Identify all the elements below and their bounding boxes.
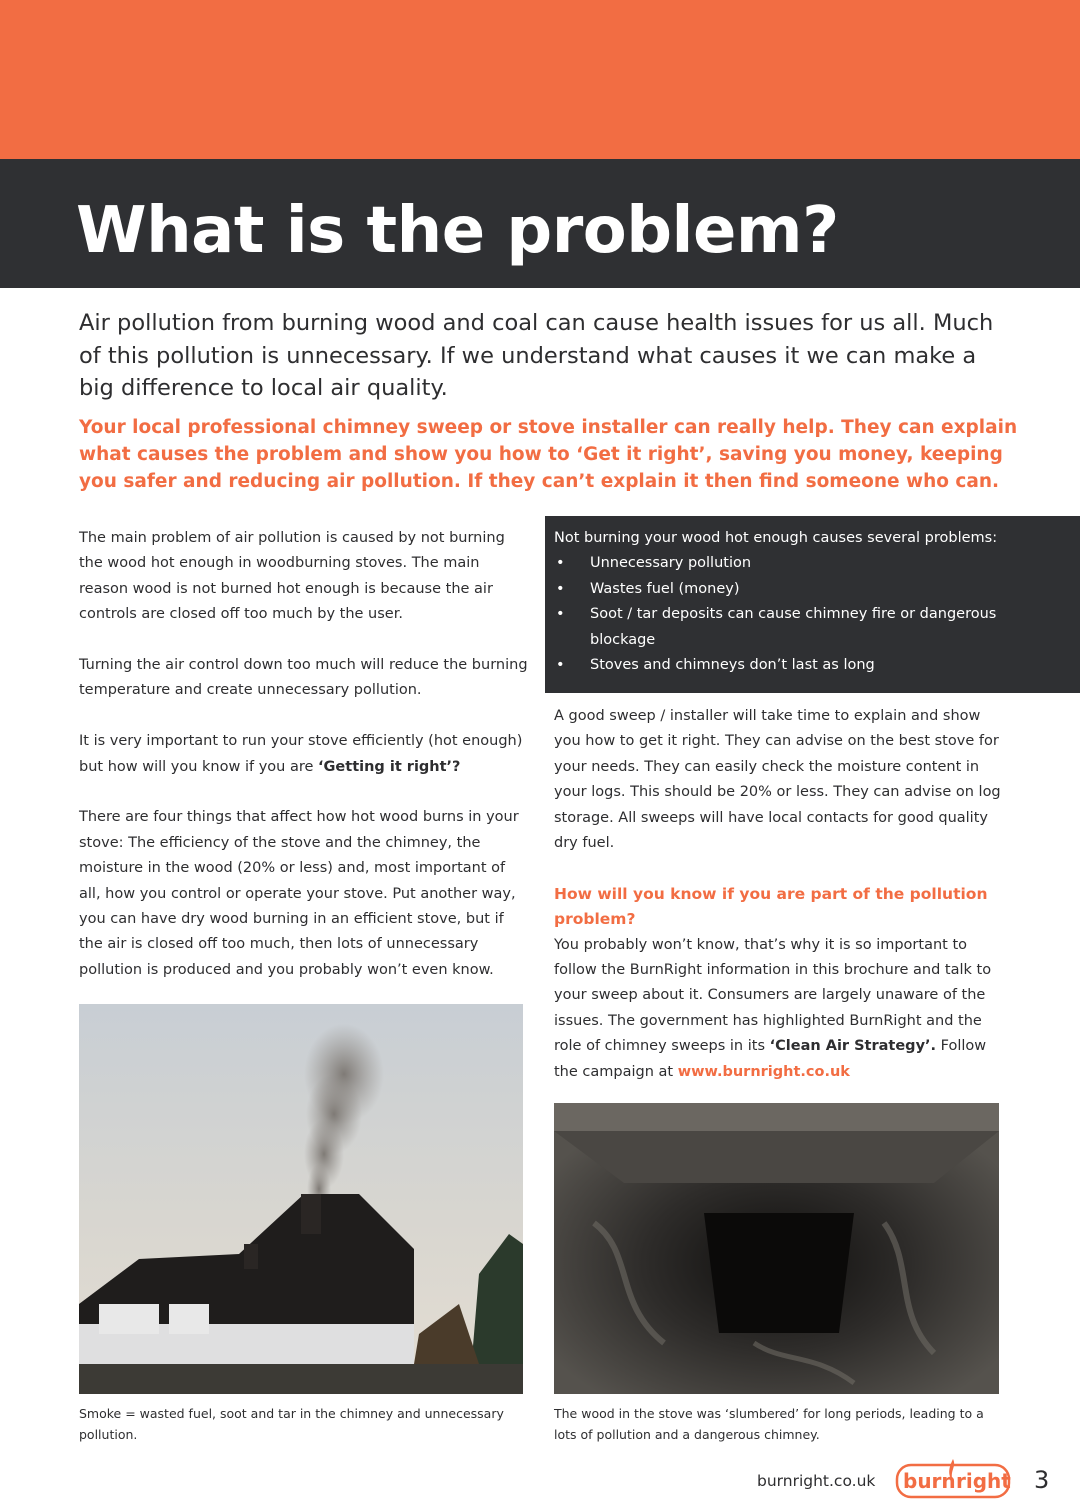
left-paragraph-4: There are four things that affect how hot wood burns in your stove: The efficiency of the stove and the chimney, the moisture in the wood (20% or less) and, most important of all, how you control or operate your stove. Put another way, you can have dry wood burning in an efficient stove, but if the air is closed off too much, then lots of unnecessary pollution is produced and you probably won’t even know. (79, 809, 519, 978)
sooty-chimney-photo (554, 1103, 999, 1394)
right-paragraph-2-text: You probably won’t know, that’s why it is so important to follow the BurnRight information in this brochure and talk to your sweep about it. Consumers are largely unaware of the issues. The government has highlighted BurnRight and the role of chimney sweeps in its (554, 936, 992, 1055)
left-paragraph-3-text: It is very important to run your stove efficiently (hot enough) but how will you know if you are (79, 733, 523, 775)
right-paragraph-2 (554, 933, 1004, 1085)
intro-paragraph: Air pollution from burning wood and coal can cause health issues for us all. Much of this pollution is unnecessary. If we understand what causes it we can make a big difference to local air quality. (79, 310, 994, 401)
left-column (79, 526, 529, 1009)
problems-box (545, 516, 1080, 693)
list-item: • Wastes fuel (money) (554, 577, 1060, 602)
smoking-chimney-illustration (79, 1004, 523, 1394)
left-paragraph-3 (79, 729, 529, 780)
burnright-logo-mark (895, 1455, 1011, 1499)
footer-url[interactable]: burnright.co.uk (757, 1472, 876, 1490)
problems-list (554, 551, 1060, 678)
list-item: • Stoves and chimneys don’t last as long (554, 653, 1060, 678)
right-paragraph-2-end: Follow the campaign at (554, 1038, 987, 1080)
problems-heading: Not burning your wood hot enough causes several problems: (554, 530, 998, 546)
logo-text-right: right (956, 1469, 1011, 1493)
pollution-subheading: How will you know if you are part of the pollution problem? (554, 884, 988, 929)
page-number: 3 (1034, 1466, 1050, 1494)
right-column (554, 704, 1004, 1110)
getting-it-right-emphasis: ‘Getting it right’? (318, 758, 461, 775)
clean-air-strategy-emphasis: ‘Clean Air Strategy’. (769, 1038, 937, 1055)
list-item: • Unnecessary pollution (554, 551, 1060, 576)
logo-text-burn: burn (903, 1469, 956, 1493)
burnright-link[interactable]: www.burnright.co.uk (677, 1063, 850, 1080)
photo-caption-smoke: Smoke = wasted fuel, soot and tar in the chimney and unnecessary pollution. (79, 1406, 504, 1442)
right-paragraph-1: A good sweep / installer will take time to explain and show you how to get it right. They can advise on the best stove for your needs. They can easily check the moisture content in your logs. This should be 20% or less. They can advise on log storage. All sweeps will have local contacts for good quality dry fuel. (554, 708, 1001, 852)
photo-caption-slumbered: The wood in the stove was ‘slumbered’ for long periods, leading to a lots of pollution and a dangerous chimney. (554, 1406, 984, 1442)
sooty-chimney-illustration (554, 1103, 999, 1394)
smoking-chimney-photo (79, 1004, 523, 1394)
burnright-logo (895, 1455, 1011, 1499)
header-orange-band (0, 0, 1080, 159)
page-title: What is the problem? (76, 194, 839, 268)
callout-paragraph: Your local professional chimney sweep or stove installer can really help. They can explain what causes the problem and show you how to ‘Get it right’, saving you money, keeping you safer and reducing air pollution. If they can’t explain it then find someone who can. (79, 417, 1018, 492)
list-item: • Soot / tar deposits can cause chimney fire or dangerous blockage (554, 602, 1060, 653)
left-paragraph-1: The main problem of air pollution is caused by not burning the wood hot enough in woodburning stoves. The main reason wood is not burned hot enough is because the air controls are closed off too much by the user. (79, 530, 505, 623)
left-paragraph-2: Turning the air control down too much will reduce the burning temperature and create unnecessary pollution. (79, 657, 528, 699)
